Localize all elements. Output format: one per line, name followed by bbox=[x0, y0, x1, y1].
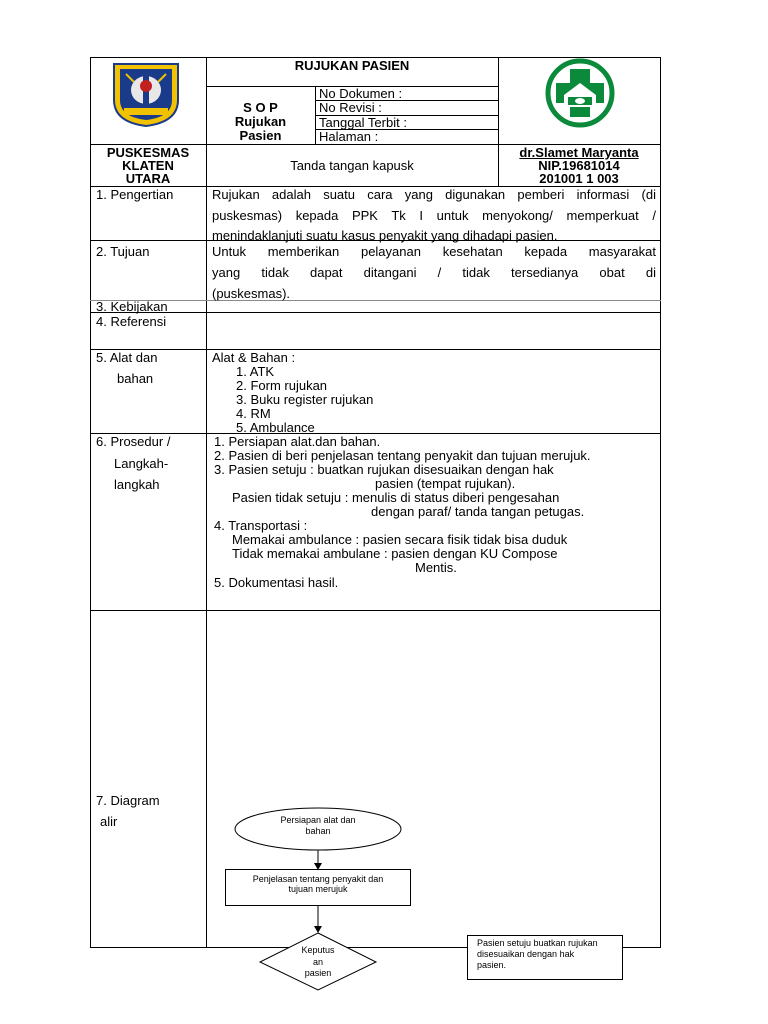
flow-explain-line-2: tujuan merujuk bbox=[288, 884, 348, 894]
section-label-prosedur-line-3: langkah bbox=[114, 477, 160, 492]
prosedur-line: Tidak memakai ambulane : pasien dengan KU Compose bbox=[232, 546, 558, 561]
section-label-prosedur-line-2: Langkah- bbox=[114, 456, 169, 471]
tujuan-line-1: Untuk memberikan pelayanan kesehatan kepada masyarakat bbox=[212, 244, 656, 259]
prosedur-line: pasien (tempat rujukan). bbox=[375, 476, 516, 491]
alat-heading: Alat & Bahan : bbox=[212, 350, 296, 365]
alat-item: 2. Form rujukan bbox=[236, 378, 328, 393]
alat-item: 1. ATK bbox=[236, 364, 275, 379]
flow-start-line-1: Persiapan alat dan bbox=[280, 815, 356, 825]
sop-title-line-2: Pasien bbox=[239, 128, 282, 143]
tujuan-line-2: yang tidak dapat ditangani / tidak tersedianya obat di bbox=[212, 265, 656, 280]
flow-agree-line-2: disesuaikan dengan hak bbox=[477, 949, 575, 959]
document-title: RUJUKAN PASIEN bbox=[294, 58, 410, 73]
section-label-kebijakan: 3. Kebijakan bbox=[96, 299, 168, 314]
alat-item: 3. Buku register rujukan bbox=[236, 392, 374, 407]
field-tanggal-terbit: Tanggal Terbit : bbox=[319, 115, 407, 130]
field-no-dokumen: No Dokumen : bbox=[319, 86, 403, 101]
prosedur-line: Mentis. bbox=[415, 560, 457, 575]
prosedur-line: 4. Transportasi : bbox=[214, 518, 308, 533]
org-name-line-3: UTARA bbox=[125, 171, 171, 186]
section-label-referensi: 4. Referensi bbox=[96, 314, 167, 329]
flow-start-line-2: bahan bbox=[305, 826, 331, 836]
head-nip-line-2: 201001 1 003 bbox=[539, 171, 619, 186]
prosedur-line: 3. Pasien setuju : buatkan rujukan disesuaikan dengan hak bbox=[214, 462, 554, 477]
pengertian-line-3: menindaklanjuti suatu kasus penyakit yang dihadapi pasien. bbox=[212, 228, 558, 243]
pengertian-line-1: Rujukan adalah suatu cara yang digunakan pemberi informasi (di bbox=[212, 187, 656, 202]
flow-explain-line-1: Penjelasan tentang penyakit dan bbox=[252, 874, 384, 884]
prosedur-line: Memakai ambulance : pasien secara fisik tidak bisa duduk bbox=[232, 532, 568, 547]
flow-decision-line-1: Keputus bbox=[301, 945, 335, 955]
org-name-line-1: PUSKESMAS bbox=[106, 145, 190, 160]
section-label-alat-line-1: 5. Alat dan bbox=[96, 350, 158, 365]
section-label-diagram-line-1: 7. Diagram bbox=[96, 793, 160, 808]
section-label-alat-line-2: bahan bbox=[117, 371, 154, 386]
prosedur-line: 5. Dokumentasi hasil. bbox=[214, 575, 339, 590]
tujuan-line-3: (puskesmas). bbox=[212, 286, 291, 301]
field-halaman: Halaman : bbox=[319, 129, 379, 144]
head-name: dr.Slamet Maryanta bbox=[519, 145, 639, 160]
section-label-diagram-line-2: alir bbox=[100, 814, 118, 829]
alat-item: 5. Ambulance bbox=[236, 420, 315, 435]
section-label-tujuan: 2. Tujuan bbox=[96, 244, 150, 259]
signature-label: Tanda tangan kapusk bbox=[290, 158, 414, 173]
prosedur-line: 1. Persiapan alat.dan bahan. bbox=[214, 434, 381, 449]
sop-title-line-1: Rujukan bbox=[234, 114, 287, 129]
pengertian-line-2: puskesmas) kepada PPK Tk I untuk menyokong/ memperkuat / bbox=[212, 208, 656, 223]
prosedur-line: dengan paraf/ tanda tangan petugas. bbox=[371, 504, 585, 519]
section-label-prosedur-line-1: 6. Prosedur / bbox=[96, 434, 171, 449]
prosedur-line: 2. Pasien di beri penjelasan tentang penyakit dan tujuan merujuk. bbox=[214, 448, 591, 463]
flow-decision-line-2: an bbox=[312, 957, 323, 967]
section-label-pengertian: 1. Pengertian bbox=[96, 187, 174, 202]
flow-agree-line-3: pasien. bbox=[477, 960, 507, 970]
alat-item: 4. RM bbox=[236, 406, 271, 421]
flow-agree-line-1: Pasien setuju buatkan rujukan bbox=[477, 938, 598, 948]
sop-label: S O P bbox=[243, 100, 278, 115]
flow-decision-line-3: pasien bbox=[304, 968, 332, 978]
prosedur-line: Pasien tidak setuju : menulis di status diberi pengesahan bbox=[232, 490, 560, 505]
field-no-revisi: No Revisi : bbox=[319, 100, 382, 115]
head-nip-line-1: NIP.19681014 bbox=[538, 158, 620, 173]
org-name-line-2: KLATEN bbox=[122, 158, 174, 173]
